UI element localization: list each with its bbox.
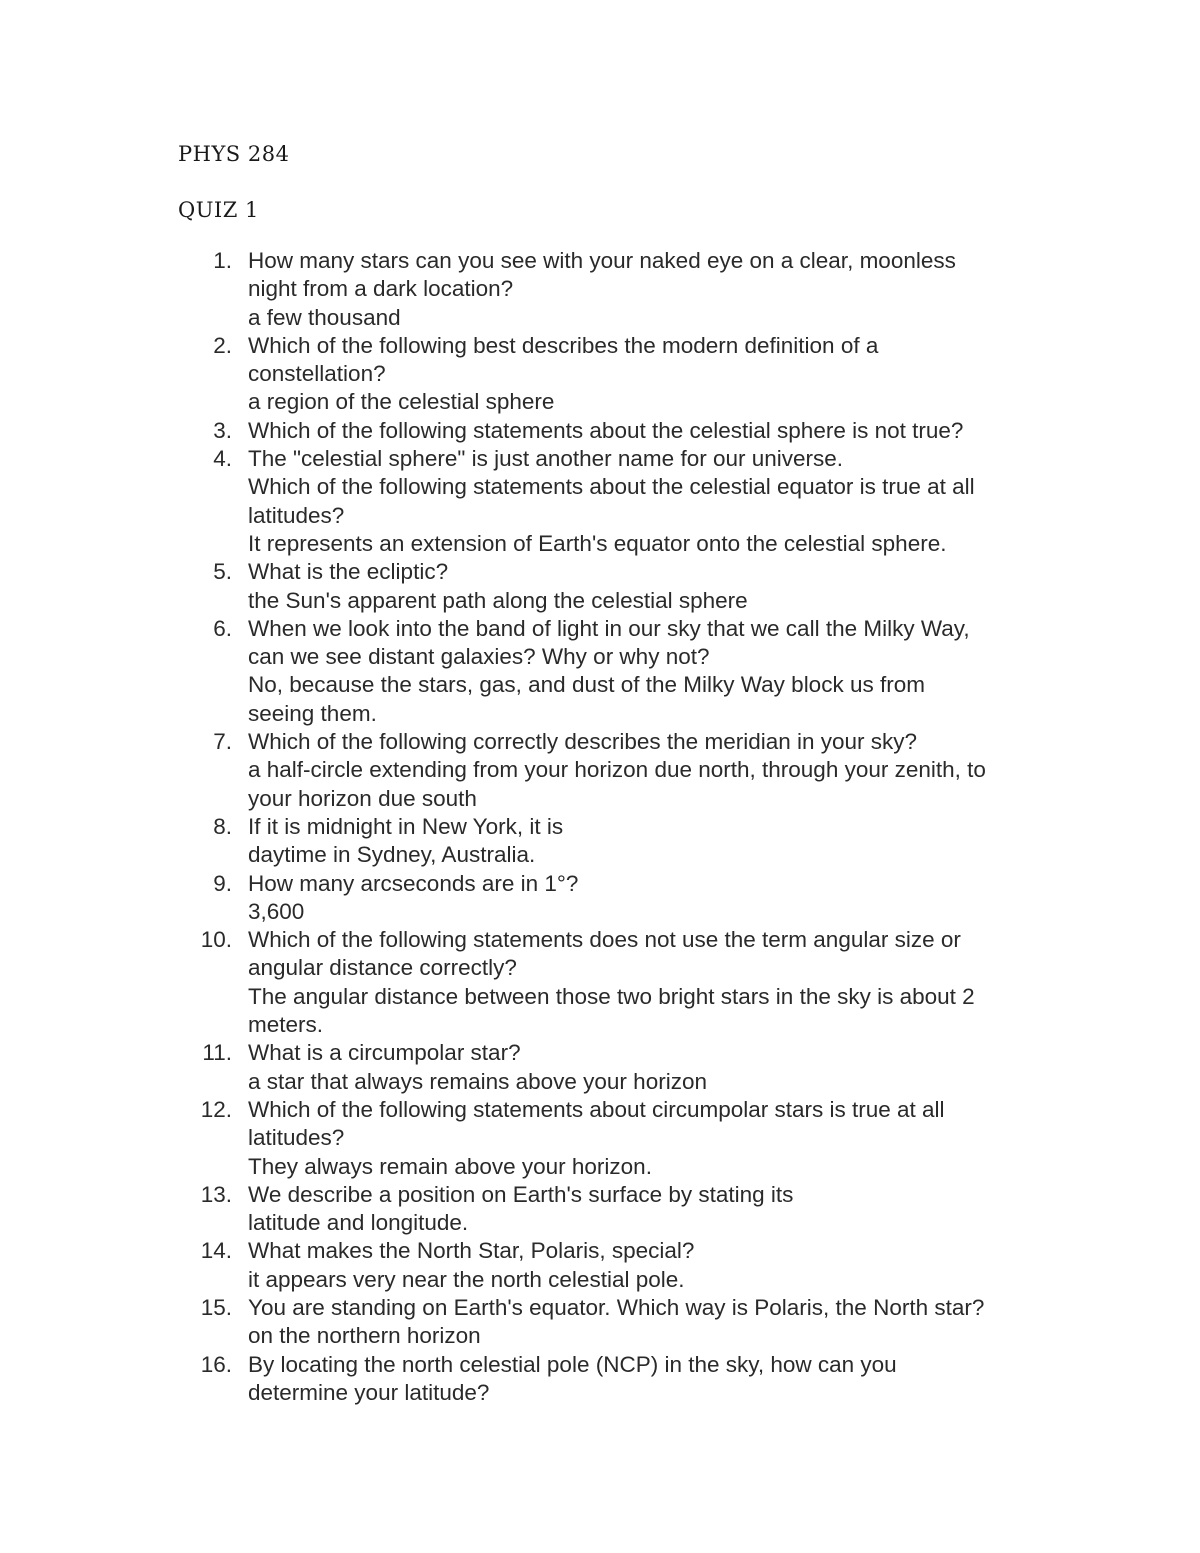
question-body (248, 1039, 1038, 1096)
question-number: 9. (213, 870, 232, 896)
question-item (0, 1181, 1200, 1238)
question-line: angular distance correctly? (248, 955, 517, 981)
question-line: on the northern horizon (248, 1323, 481, 1349)
question-item (0, 1294, 1200, 1351)
question-body (248, 615, 1038, 728)
question-line: 3,600 (248, 898, 305, 924)
question-body (248, 445, 1038, 558)
question-line: What makes the North Star, Polaris, special? (248, 1238, 695, 1264)
question-line: can we see distant galaxies? Why or why not? (248, 644, 710, 670)
question-line: Which of the following correctly describes the meridian in your sky? (248, 729, 918, 755)
question-line: What is the ecliptic? (248, 559, 449, 585)
question-number: 16. (200, 1351, 232, 1377)
question-body (248, 1294, 1038, 1351)
question-line: constellation? (248, 361, 386, 387)
question-line: You are standing on Earth's equator. Which way is Polaris, the North star? (248, 1294, 985, 1320)
question-item (0, 870, 1200, 927)
question-item (0, 926, 1200, 1039)
question-number: 2. (213, 332, 232, 358)
question-line: When we look into the band of light in our sky that we call the Milky Way, (248, 615, 970, 641)
question-item (0, 1096, 1200, 1181)
question-list (0, 247, 1200, 1407)
question-number: 13. (200, 1181, 232, 1207)
question-body (248, 870, 1038, 927)
question-line: What is a circumpolar star? (248, 1040, 521, 1066)
course-title: PHYS 284 (178, 142, 290, 166)
question-line: If it is midnight in New York, it is (248, 813, 564, 839)
question-line: daytime in Sydney, Australia. (248, 842, 536, 868)
question-number: 5. (213, 559, 232, 585)
question-line: it appears very near the north celestial pole. (248, 1266, 685, 1292)
question-line: latitudes? (248, 1125, 345, 1151)
question-line: latitude and longitude. (248, 1210, 469, 1236)
question-body (248, 1096, 1038, 1181)
question-body (248, 332, 1038, 417)
question-item (0, 728, 1200, 813)
question-body (248, 1237, 1038, 1294)
question-item (0, 1237, 1200, 1294)
question-number: 14. (200, 1238, 232, 1264)
question-line: the Sun's apparent path along the celestial sphere (248, 587, 748, 613)
question-item (0, 558, 1200, 615)
quiz-title: QUIZ 1 (178, 198, 259, 222)
question-line: Which of the following statements about circumpolar stars is true at all (248, 1096, 945, 1122)
question-item (0, 615, 1200, 728)
question-line: How many stars can you see with your naked eye on a clear, moonless (248, 248, 956, 273)
question-number: 4. (213, 446, 232, 472)
question-number: 8. (213, 813, 232, 839)
question-number: 15. (200, 1294, 232, 1320)
question-item (0, 417, 1200, 445)
question-line: a region of the celestial sphere (248, 389, 555, 415)
question-line: determine your latitude? (248, 1379, 490, 1405)
question-line: By locating the north celestial pole (NCP) in the sky, how can you (248, 1351, 897, 1377)
question-line: night from a dark location? (248, 276, 514, 302)
question-number: 10. (200, 927, 232, 953)
question-item (0, 1351, 1200, 1408)
question-number: 1. (213, 248, 232, 273)
question-line: The angular distance between those two bright stars in the sky is about 2 (248, 983, 975, 1009)
question-line: Which of the following statements does not use the term angular size or (248, 927, 961, 953)
question-body (248, 558, 1038, 615)
question-number: 11. (202, 1040, 232, 1066)
question-body (248, 1351, 1038, 1408)
question-item (0, 445, 1200, 558)
question-line: They always remain above your horizon. (248, 1153, 652, 1179)
question-line: No, because the stars, gas, and dust of the Milky Way block us from (248, 672, 925, 698)
question-line: It represents an extension of Earth's equator onto the celestial sphere. (248, 530, 947, 556)
question-body (248, 728, 1038, 813)
question-body (248, 417, 1038, 445)
question-line: your horizon due south (248, 785, 477, 811)
question-line: a few thousand (248, 304, 401, 330)
question-number: 12. (200, 1096, 232, 1122)
question-body (248, 247, 1038, 332)
question-line: meters. (248, 1012, 324, 1038)
question-line: a star that always remains above your horizon (248, 1068, 707, 1094)
question-line: How many arcseconds are in 1°? (248, 870, 579, 896)
question-body (248, 1181, 1038, 1238)
question-item (0, 813, 1200, 870)
question-line: seeing them. (248, 700, 377, 726)
question-number: 7. (213, 729, 232, 755)
question-line: latitudes? (248, 502, 345, 528)
question-body (248, 926, 1038, 1039)
question-line: Which of the following statements about the celestial equator is true at all (248, 474, 975, 500)
question-number: 6. (213, 615, 232, 641)
question-line: We describe a position on Earth's surface by stating its (248, 1181, 794, 1207)
question-line: a half-circle extending from your horizon due north, through your zenith, to (248, 757, 986, 783)
question-line: Which of the following statements about the celestial sphere is not true? (248, 417, 964, 443)
question-item (0, 247, 1200, 332)
question-number: 3. (213, 417, 232, 443)
question-line: Which of the following best describes the modern definition of a (248, 332, 879, 358)
question-item (0, 1039, 1200, 1096)
question-item (0, 332, 1200, 417)
question-line: The "celestial sphere" is just another name for our universe. (248, 446, 844, 472)
question-body (248, 813, 1038, 870)
